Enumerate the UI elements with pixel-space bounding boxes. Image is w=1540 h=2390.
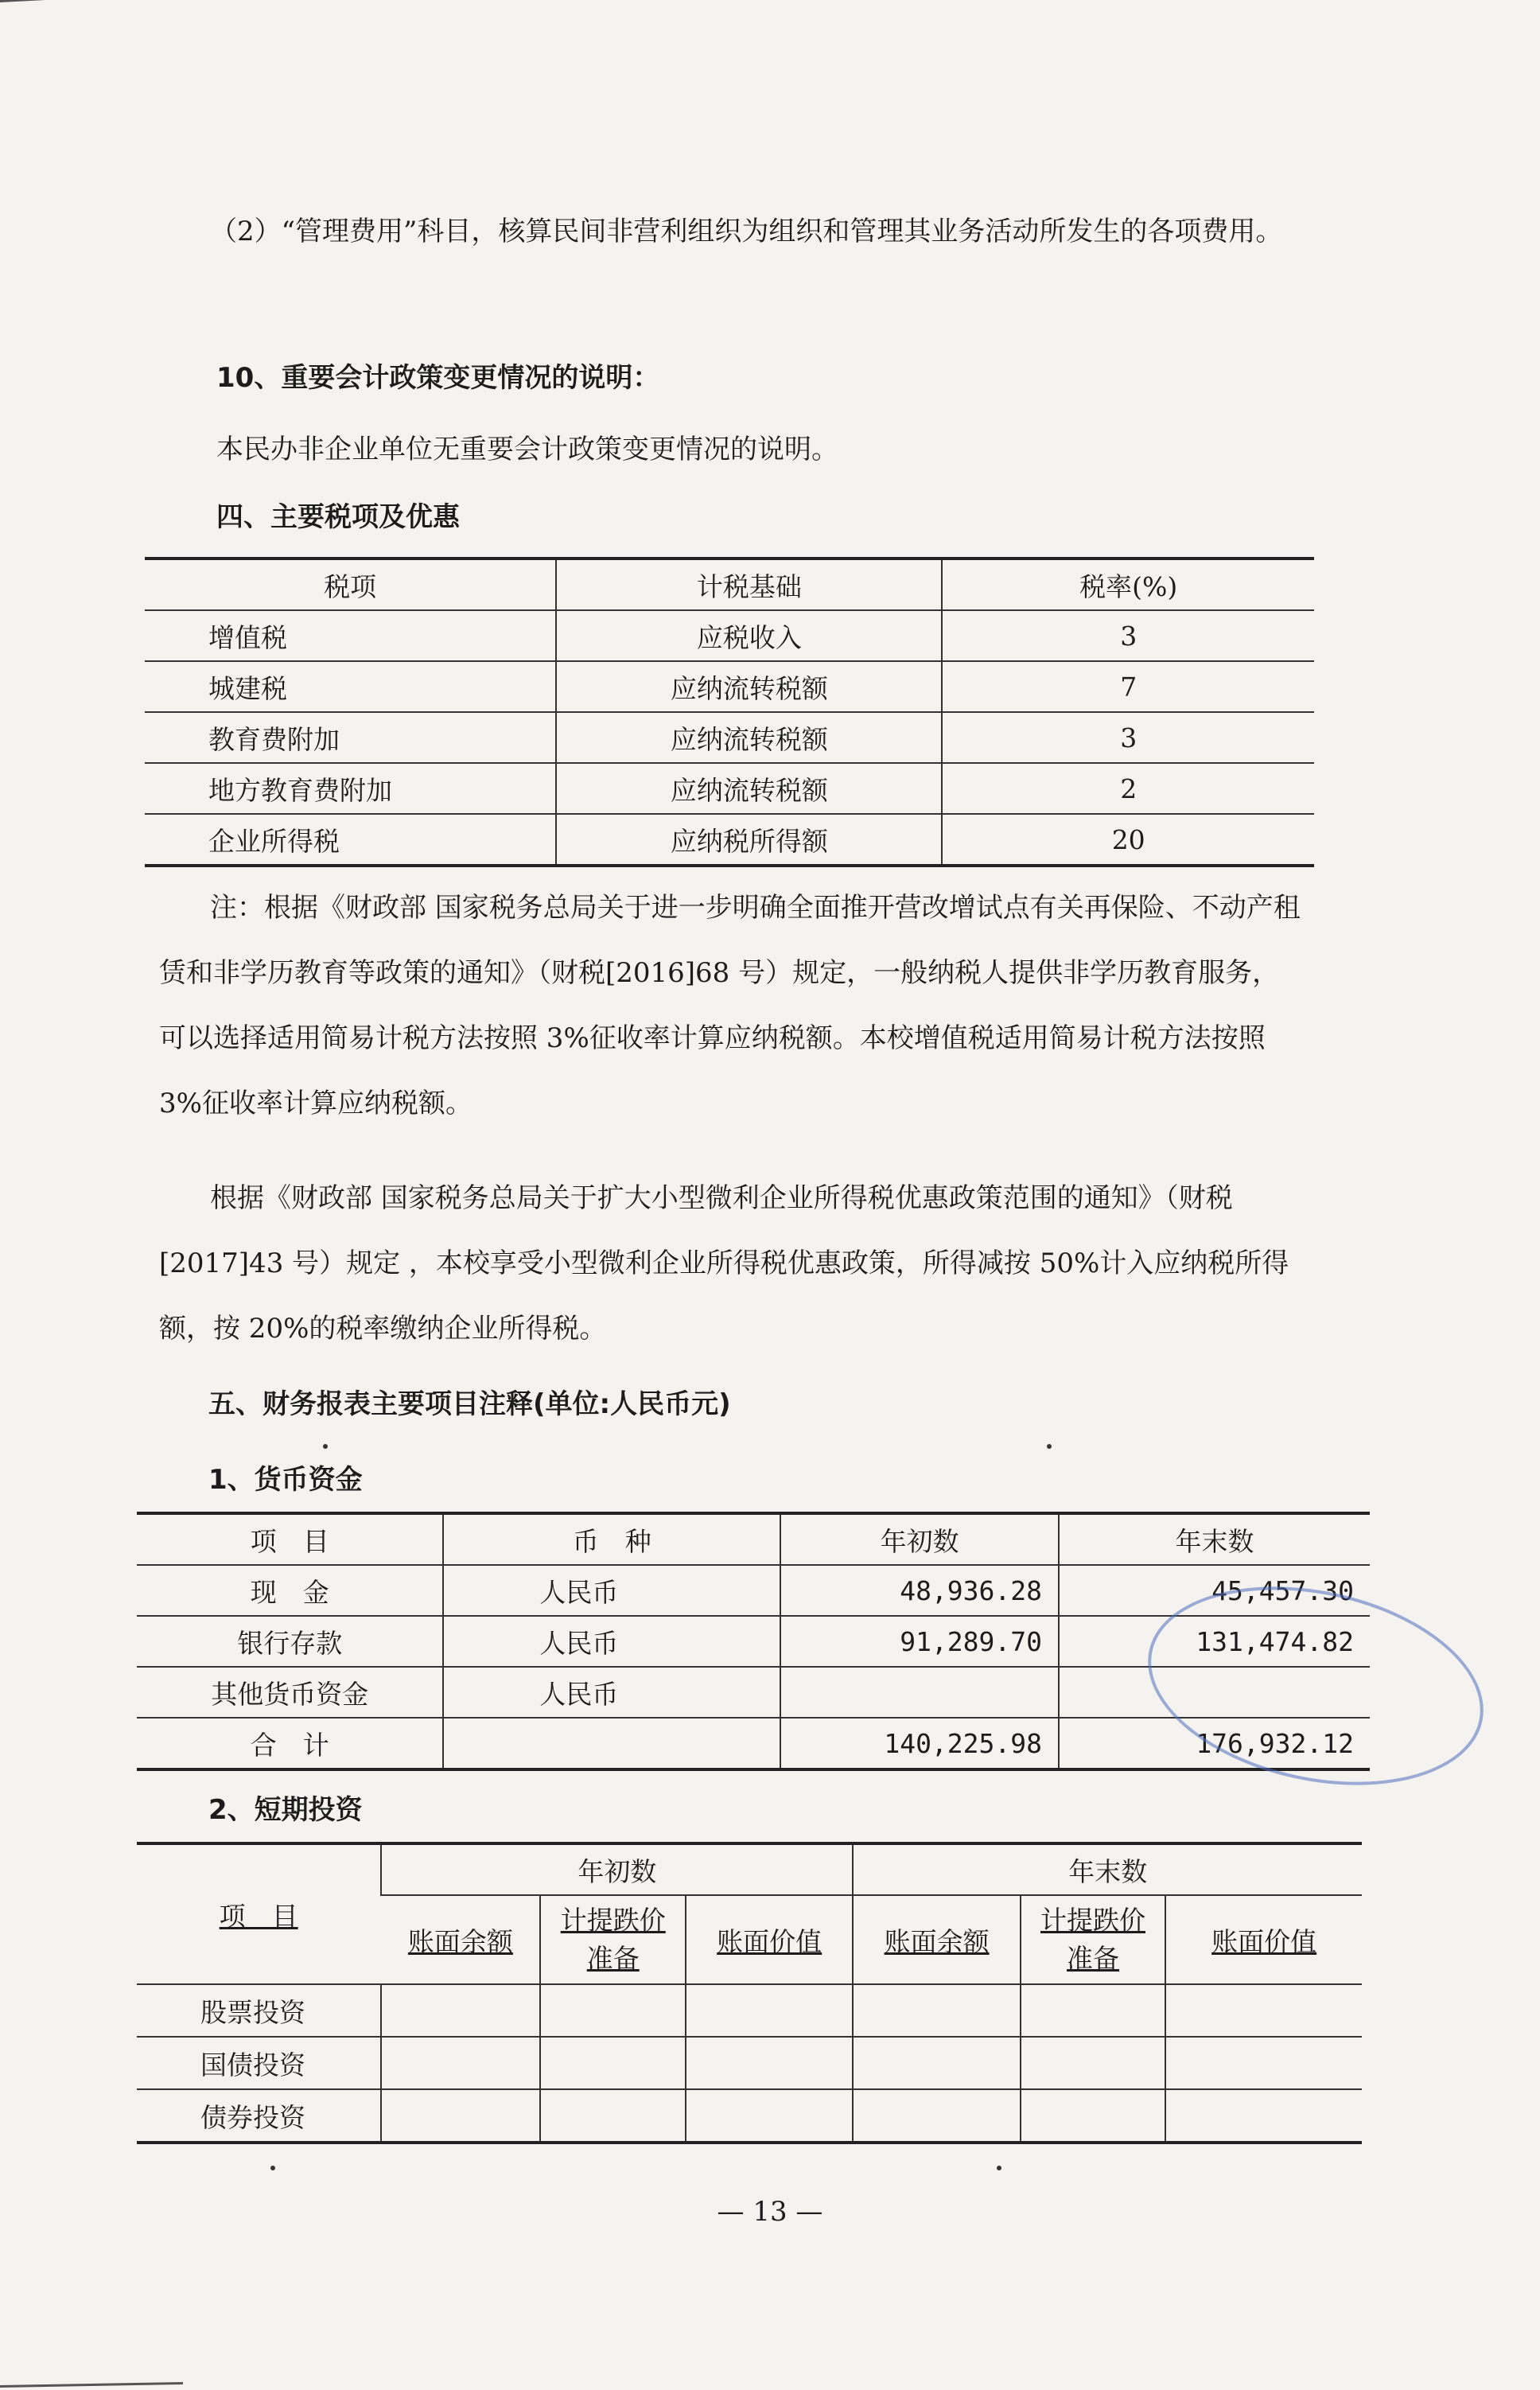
header-tax-basis: 计税基础 (556, 559, 942, 610)
tax-rate: 3 (942, 712, 1314, 763)
header-impairment: 计提跌价准备 (1021, 1895, 1166, 1984)
cash-currency: 人民币 (443, 1667, 780, 1718)
table-row (145, 814, 1314, 866)
speck (997, 2166, 1001, 2170)
header-tax-rate: 税率(%) (942, 559, 1314, 610)
speck (270, 2166, 275, 2170)
header-currency: 币 种 (443, 1513, 780, 1565)
cash-item: 银行存款 (137, 1616, 443, 1667)
cash-closing: 176,932.12 (1059, 1718, 1370, 1769)
header-book-value: 账面价值 (686, 1895, 853, 1984)
table-row (145, 712, 1314, 763)
tax-name: 增值税 (145, 610, 556, 661)
header-opening: 年初数 (780, 1513, 1059, 1565)
tax-rate: 7 (942, 661, 1314, 712)
header-tax-item: 税项 (324, 570, 377, 602)
tax-basis: 应税收入 (556, 610, 942, 661)
table-row (137, 1984, 1362, 2037)
tax-name: 企业所得税 (145, 814, 556, 866)
table-row (137, 2089, 1362, 2143)
paragraph-management-expenses: （2）“管理费用”科目，核算民间非营利组织为组织和管理其业务活动所发生的各项费用。 (210, 216, 1283, 247)
speck (323, 1444, 328, 1449)
heading-cash: 1、货币资金 (208, 1464, 363, 1496)
header-item: 项 目 (137, 1843, 381, 1984)
paragraph-policy-change: 本民办非企业单位无重要会计政策变更情况的说明。 (216, 434, 838, 465)
paragraph-tax-note-vat: 注：根据《财政部 国家税务总局关于进一步明确全面推开营改增试点有关再保险、不动产租赁和非学历教育等政策的通知》（财税[2016]68 号）规定，一般纳税人提供非学历教育服务，可以选择适用简易计税方法按照 3%征收率计算应纳税额。本校增值税适用简易计税方法按照 3%征收率计算应纳税额。 (159, 892, 1301, 1119)
heading-tax: 四、主要税项及优惠 (216, 501, 460, 533)
table-header-row (137, 1843, 1362, 1895)
table-row (145, 610, 1314, 661)
cash-closing: 131,474.82 (1059, 1616, 1370, 1667)
tax-rate: 3 (942, 610, 1314, 661)
scan-edge (0, 0, 127, 2)
table-row (145, 763, 1314, 814)
heading-short-term-investment: 2、短期投资 (208, 1794, 363, 1826)
tax-basis: 应纳流转税额 (556, 712, 942, 763)
tax-name: 教育费附加 (145, 712, 556, 763)
cash-currency (443, 1718, 780, 1769)
tax-rate: 20 (942, 814, 1314, 866)
header-impairment: 计提跌价准备 (540, 1895, 686, 1984)
header-opening: 年初数 (381, 1843, 853, 1895)
heading-policy-change: 10、重要会计政策变更情况的说明： (216, 362, 660, 394)
header-book-balance: 账面余额 (381, 1895, 540, 1984)
header-closing: 年末数 (1059, 1513, 1370, 1565)
heading-notes: 五、财务报表主要项目注释(单位:人民币元) (208, 1388, 731, 1420)
cash-opening: 140,225.98 (780, 1718, 1059, 1769)
header-book-value: 账面价值 (1165, 1895, 1362, 1984)
header-item: 项 目 (137, 1513, 443, 1565)
cash-item: 其他货币资金 (137, 1667, 443, 1718)
investment-type: 债券投资 (137, 2089, 381, 2143)
cash-opening: 91,289.70 (780, 1616, 1059, 1667)
investment-type: 股票投资 (137, 1984, 381, 2037)
tax-name: 地方教育费附加 (145, 763, 556, 814)
page-number: — 13 — (717, 2196, 823, 2228)
tax-basis: 应纳税所得额 (556, 814, 942, 866)
tax-name: 城建税 (145, 661, 556, 712)
cash-item: 现 金 (137, 1565, 443, 1616)
cash-currency: 人民币 (443, 1565, 780, 1616)
table-row (145, 661, 1314, 712)
tax-table (145, 557, 1314, 867)
paragraph-tax-note-income: 根据《财政部 国家税务总局关于扩大小型微利企业所得税优惠政策范围的通知》（财税[2017]43 号）规定 ，本校享受小型微利企业所得税优惠政策，所得减按 50%计入应纳税所得额，按 20%的税率缴纳企业所得税。 (159, 1182, 1289, 1345)
table-header-row (145, 559, 1314, 610)
scan-edge (0, 2382, 183, 2388)
table-header-row (137, 1513, 1370, 1565)
tax-rate: 2 (942, 763, 1314, 814)
tax-basis: 应纳流转税额 (556, 661, 942, 712)
header-book-balance: 账面余额 (853, 1895, 1020, 1984)
investment-table (137, 1842, 1362, 2144)
cash-closing: 45,457.30 (1059, 1565, 1370, 1616)
cash-currency: 人民币 (443, 1616, 780, 1667)
cash-opening: 48,936.28 (780, 1565, 1059, 1616)
header-closing: 年末数 (853, 1843, 1362, 1895)
table-row (137, 2037, 1362, 2089)
cash-opening (780, 1667, 1059, 1718)
investment-type: 国债投资 (137, 2037, 381, 2089)
tax-basis: 应纳流转税额 (556, 763, 942, 814)
speck (1047, 1444, 1052, 1449)
cash-item: 合 计 (137, 1718, 443, 1769)
